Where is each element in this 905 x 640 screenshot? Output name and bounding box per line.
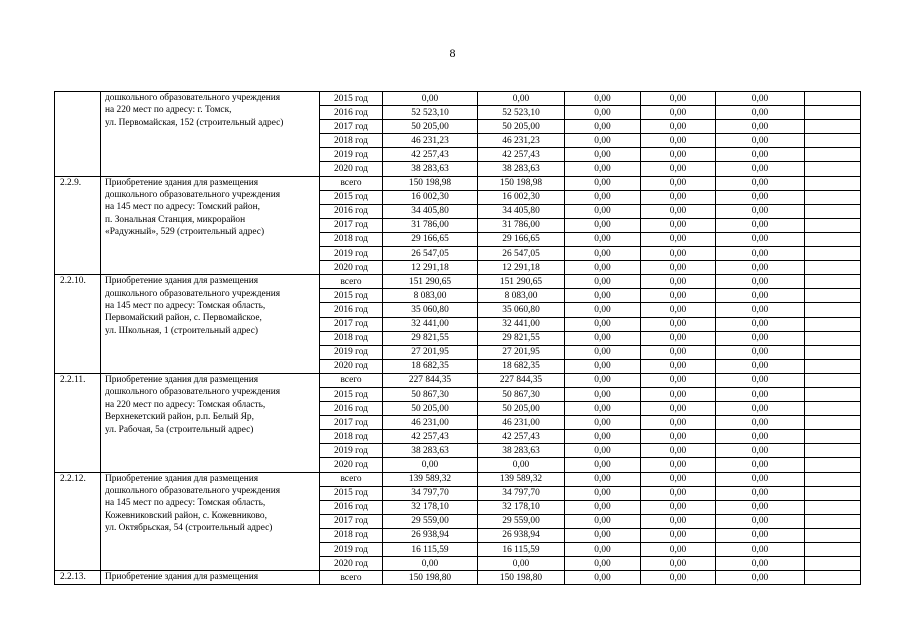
empty-cell [805, 218, 861, 232]
value-v2: 0,00 [565, 120, 641, 134]
period-cell: всего [320, 571, 383, 585]
value-v4: 0,00 [716, 261, 805, 275]
value-v2: 0,00 [565, 190, 641, 204]
value-v4: 0,00 [716, 247, 805, 261]
value-v2: 0,00 [565, 204, 641, 218]
period-cell: 2020 год [320, 162, 383, 176]
period-cell: 2020 год [320, 458, 383, 472]
item-name [101, 373, 320, 472]
empty-cell [805, 458, 861, 472]
empty-cell [805, 204, 861, 218]
empty-cell [805, 275, 861, 289]
table-row [55, 275, 861, 289]
value-v2: 0,00 [565, 444, 641, 458]
value-v3: 0,00 [641, 402, 716, 416]
value-total: 26 547,05 [383, 247, 478, 261]
value-v4: 0,00 [716, 106, 805, 120]
value-v4: 0,00 [716, 204, 805, 218]
period-cell: 2016 год [320, 303, 383, 317]
value-v4: 0,00 [716, 303, 805, 317]
value-total: 42 257,43 [383, 430, 478, 444]
value-v4: 0,00 [716, 500, 805, 514]
value-v4: 0,00 [716, 458, 805, 472]
value-v1: 32 441,00 [478, 317, 565, 331]
empty-cell [805, 373, 861, 387]
period-cell: всего [320, 472, 383, 486]
value-v3: 0,00 [641, 331, 716, 345]
value-v4: 0,00 [716, 557, 805, 571]
value-total: 38 283,63 [383, 444, 478, 458]
period-cell: 2019 год [320, 444, 383, 458]
value-v4: 0,00 [716, 486, 805, 500]
value-v3: 0,00 [641, 430, 716, 444]
period-cell: 2015 год [320, 387, 383, 401]
empty-cell [805, 162, 861, 176]
value-total: 34 405,80 [383, 204, 478, 218]
value-v3: 0,00 [641, 359, 716, 373]
budget-table [54, 91, 861, 585]
value-v1: 35 060,80 [478, 303, 565, 317]
value-v2: 0,00 [565, 373, 641, 387]
value-total: 32 178,10 [383, 500, 478, 514]
value-v1: 27 201,95 [478, 345, 565, 359]
period-cell: 2020 год [320, 261, 383, 275]
value-v4: 0,00 [716, 528, 805, 542]
period-cell: 2017 год [320, 416, 383, 430]
value-v1: 0,00 [478, 458, 565, 472]
empty-cell [805, 500, 861, 514]
value-total: 52 523,10 [383, 106, 478, 120]
value-total: 50 205,00 [383, 120, 478, 134]
value-v1: 150 198,80 [478, 571, 565, 585]
value-total: 29 821,55 [383, 331, 478, 345]
value-v4: 0,00 [716, 402, 805, 416]
value-v1: 0,00 [478, 92, 565, 106]
empty-cell [805, 345, 861, 359]
period-cell: 2018 год [320, 134, 383, 148]
value-v1: 0,00 [478, 557, 565, 571]
value-v3: 0,00 [641, 176, 716, 190]
value-v4: 0,00 [716, 176, 805, 190]
value-v4: 0,00 [716, 218, 805, 232]
value-total: 139 589,32 [383, 472, 478, 486]
value-v1: 150 198,98 [478, 176, 565, 190]
value-total: 8 083,00 [383, 289, 478, 303]
value-total: 27 201,95 [383, 345, 478, 359]
value-total: 0,00 [383, 458, 478, 472]
period-cell: 2017 год [320, 120, 383, 134]
value-v2: 0,00 [565, 458, 641, 472]
item-name [101, 275, 320, 374]
value-v2: 0,00 [565, 275, 641, 289]
value-v2: 0,00 [565, 557, 641, 571]
value-v2: 0,00 [565, 472, 641, 486]
value-total: 29 166,65 [383, 232, 478, 246]
value-total: 32 441,00 [383, 317, 478, 331]
value-total: 50 867,30 [383, 387, 478, 401]
value-v1: 12 291,18 [478, 261, 565, 275]
value-v2: 0,00 [565, 261, 641, 275]
value-v3: 0,00 [641, 261, 716, 275]
value-v3: 0,00 [641, 543, 716, 557]
value-v3: 0,00 [641, 472, 716, 486]
value-v4: 0,00 [716, 190, 805, 204]
value-v3: 0,00 [641, 458, 716, 472]
period-cell: 2015 год [320, 289, 383, 303]
item-name-text: дошкольного образовательного учреждения на 220 мест по адресу: г. Томск, ул. Первомайская, 152 (строительный адрес) [105, 93, 284, 128]
period-cell: 2017 год [320, 317, 383, 331]
value-v4: 0,00 [716, 387, 805, 401]
value-v2: 0,00 [565, 543, 641, 557]
value-v3: 0,00 [641, 514, 716, 528]
value-total: 151 290,65 [383, 275, 478, 289]
value-v1: 16 115,59 [478, 543, 565, 557]
value-v4: 0,00 [716, 373, 805, 387]
value-total: 150 198,80 [383, 571, 478, 585]
value-v1: 46 231,23 [478, 134, 565, 148]
table-row [55, 571, 861, 585]
table-row [55, 373, 861, 387]
empty-cell [805, 543, 861, 557]
value-v2: 0,00 [565, 514, 641, 528]
period-cell: всего [320, 275, 383, 289]
value-v3: 0,00 [641, 289, 716, 303]
empty-cell [805, 416, 861, 430]
item-number [55, 92, 101, 177]
item-name [101, 92, 320, 177]
value-v2: 0,00 [565, 289, 641, 303]
value-total: 12 291,18 [383, 261, 478, 275]
empty-cell [805, 387, 861, 401]
period-cell: 2018 год [320, 232, 383, 246]
value-v2: 0,00 [565, 317, 641, 331]
value-v3: 0,00 [641, 317, 716, 331]
empty-cell [805, 92, 861, 106]
value-v4: 0,00 [716, 232, 805, 246]
value-v3: 0,00 [641, 345, 716, 359]
value-v3: 0,00 [641, 204, 716, 218]
value-v3: 0,00 [641, 106, 716, 120]
value-v1: 50 205,00 [478, 402, 565, 416]
value-v3: 0,00 [641, 444, 716, 458]
value-v3: 0,00 [641, 571, 716, 585]
item-name [101, 571, 320, 585]
value-total: 227 844,35 [383, 373, 478, 387]
item-number: 2.2.9. [55, 176, 101, 275]
item-number: 2.2.10. [55, 275, 101, 374]
value-v1: 38 283,63 [478, 444, 565, 458]
value-v2: 0,00 [565, 359, 641, 373]
period-cell: 2016 год [320, 402, 383, 416]
empty-cell [805, 317, 861, 331]
value-v1: 52 523,10 [478, 106, 565, 120]
empty-cell [805, 444, 861, 458]
item-name [101, 472, 320, 571]
value-v3: 0,00 [641, 232, 716, 246]
value-v1: 32 178,10 [478, 500, 565, 514]
empty-cell [805, 359, 861, 373]
value-v1: 31 786,00 [478, 218, 565, 232]
empty-cell [805, 106, 861, 120]
period-cell: 2018 год [320, 430, 383, 444]
value-v3: 0,00 [641, 120, 716, 134]
value-total: 50 205,00 [383, 402, 478, 416]
empty-cell [805, 528, 861, 542]
value-v3: 0,00 [641, 134, 716, 148]
value-v4: 0,00 [716, 345, 805, 359]
period-cell: всего [320, 373, 383, 387]
value-v3: 0,00 [641, 500, 716, 514]
period-cell: 2020 год [320, 557, 383, 571]
value-v1: 8 083,00 [478, 289, 565, 303]
value-v2: 0,00 [565, 387, 641, 401]
value-v3: 0,00 [641, 373, 716, 387]
item-number: 2.2.12. [55, 472, 101, 571]
value-v1: 151 290,65 [478, 275, 565, 289]
empty-cell [805, 514, 861, 528]
value-v3: 0,00 [641, 148, 716, 162]
period-cell: 2018 год [320, 528, 383, 542]
item-number: 2.2.11. [55, 373, 101, 472]
empty-cell [805, 486, 861, 500]
value-v1: 227 844,35 [478, 373, 565, 387]
value-v1: 42 257,43 [478, 148, 565, 162]
value-total: 0,00 [383, 92, 478, 106]
value-v1: 34 405,80 [478, 204, 565, 218]
item-name [101, 176, 320, 275]
value-v2: 0,00 [565, 247, 641, 261]
value-v1: 26 938,94 [478, 528, 565, 542]
value-v3: 0,00 [641, 387, 716, 401]
table-row [55, 472, 861, 486]
value-total: 34 797,70 [383, 486, 478, 500]
value-total: 31 786,00 [383, 218, 478, 232]
value-v1: 29 559,00 [478, 514, 565, 528]
value-v1: 139 589,32 [478, 472, 565, 486]
value-v4: 0,00 [716, 416, 805, 430]
value-v2: 0,00 [565, 148, 641, 162]
page-number: 8 [449, 46, 456, 60]
period-cell: 2019 год [320, 247, 383, 261]
period-cell: 2020 год [320, 359, 383, 373]
value-v3: 0,00 [641, 190, 716, 204]
value-v2: 0,00 [565, 176, 641, 190]
value-v1: 34 797,70 [478, 486, 565, 500]
value-total: 38 283,63 [383, 162, 478, 176]
period-cell: 2015 год [320, 190, 383, 204]
value-v1: 50 205,00 [478, 120, 565, 134]
value-v3: 0,00 [641, 486, 716, 500]
value-v4: 0,00 [716, 543, 805, 557]
empty-cell [805, 247, 861, 261]
empty-cell [805, 232, 861, 246]
empty-cell [805, 134, 861, 148]
value-v2: 0,00 [565, 92, 641, 106]
value-total: 16 115,59 [383, 543, 478, 557]
value-v2: 0,00 [565, 303, 641, 317]
value-v3: 0,00 [641, 162, 716, 176]
empty-cell [805, 289, 861, 303]
value-total: 46 231,00 [383, 416, 478, 430]
empty-cell [805, 303, 861, 317]
value-v3: 0,00 [641, 528, 716, 542]
value-total: 42 257,43 [383, 148, 478, 162]
value-total: 150 198,98 [383, 176, 478, 190]
value-v2: 0,00 [565, 486, 641, 500]
value-v1: 50 867,30 [478, 387, 565, 401]
value-v4: 0,00 [716, 472, 805, 486]
empty-cell [805, 331, 861, 345]
value-v4: 0,00 [716, 430, 805, 444]
period-cell: 2015 год [320, 486, 383, 500]
empty-cell [805, 430, 861, 444]
empty-cell [805, 176, 861, 190]
value-v1: 46 231,00 [478, 416, 565, 430]
value-v2: 0,00 [565, 162, 641, 176]
value-v2: 0,00 [565, 106, 641, 120]
value-v1: 16 002,30 [478, 190, 565, 204]
value-v1: 38 283,63 [478, 162, 565, 176]
value-total: 35 060,80 [383, 303, 478, 317]
value-v2: 0,00 [565, 345, 641, 359]
value-v1: 29 821,55 [478, 331, 565, 345]
period-cell: 2016 год [320, 204, 383, 218]
item-number: 2.2.13. [55, 571, 101, 585]
empty-cell [805, 557, 861, 571]
value-total: 29 559,00 [383, 514, 478, 528]
item-name-text: Приобретение здания для размещения дошкольного образовательного учреждения на 145 мест по адресу: Томская область, Кожевниковский район, с. Кожевниково, ул. Октябрьская, 54 (строительный адрес) [105, 473, 281, 534]
value-v2: 0,00 [565, 218, 641, 232]
period-cell: 2019 год [320, 148, 383, 162]
item-name-text: Приобретение здания для размещения дошкольного образовательного учреждения на 145 мест по адресу: Томский район, п. Зональная Станция, микрорайон «Радужный», 529 (строительный адрес) [105, 177, 281, 238]
period-cell: 2017 год [320, 218, 383, 232]
value-v4: 0,00 [716, 289, 805, 303]
value-v4: 0,00 [716, 92, 805, 106]
value-v3: 0,00 [641, 218, 716, 232]
value-v4: 0,00 [716, 134, 805, 148]
value-v4: 0,00 [716, 444, 805, 458]
value-v3: 0,00 [641, 92, 716, 106]
value-v4: 0,00 [716, 571, 805, 585]
value-v1: 42 257,43 [478, 430, 565, 444]
period-cell: 2016 год [320, 500, 383, 514]
value-v4: 0,00 [716, 275, 805, 289]
value-v2: 0,00 [565, 402, 641, 416]
empty-cell [805, 190, 861, 204]
value-v2: 0,00 [565, 500, 641, 514]
value-v2: 0,00 [565, 571, 641, 585]
value-v2: 0,00 [565, 416, 641, 430]
empty-cell [805, 402, 861, 416]
value-v4: 0,00 [716, 331, 805, 345]
value-v4: 0,00 [716, 148, 805, 162]
value-v1: 29 166,65 [478, 232, 565, 246]
value-total: 46 231,23 [383, 134, 478, 148]
empty-cell [805, 120, 861, 134]
value-total: 0,00 [383, 557, 478, 571]
value-v2: 0,00 [565, 430, 641, 444]
value-v4: 0,00 [716, 120, 805, 134]
empty-cell [805, 148, 861, 162]
value-total: 26 938,94 [383, 528, 478, 542]
empty-cell [805, 261, 861, 275]
value-v3: 0,00 [641, 557, 716, 571]
value-v2: 0,00 [565, 331, 641, 345]
value-v2: 0,00 [565, 528, 641, 542]
table-row [55, 176, 861, 190]
empty-cell [805, 472, 861, 486]
period-cell: 2018 год [320, 331, 383, 345]
value-v4: 0,00 [716, 162, 805, 176]
value-v3: 0,00 [641, 275, 716, 289]
period-cell: 2019 год [320, 543, 383, 557]
period-cell: 2015 год [320, 92, 383, 106]
table-row [55, 92, 861, 106]
value-v3: 0,00 [641, 303, 716, 317]
value-v4: 0,00 [716, 359, 805, 373]
item-name-text: Приобретение здания для размещения [105, 572, 259, 583]
value-total: 16 002,30 [383, 190, 478, 204]
value-v3: 0,00 [641, 247, 716, 261]
value-v1: 18 682,35 [478, 359, 565, 373]
empty-cell [805, 571, 861, 585]
period-cell: 2019 год [320, 345, 383, 359]
value-v4: 0,00 [716, 514, 805, 528]
value-v1: 26 547,05 [478, 247, 565, 261]
value-v2: 0,00 [565, 134, 641, 148]
period-cell: всего [320, 176, 383, 190]
value-v4: 0,00 [716, 317, 805, 331]
period-cell: 2017 год [320, 514, 383, 528]
value-v3: 0,00 [641, 416, 716, 430]
value-v2: 0,00 [565, 232, 641, 246]
item-name-text: Приобретение здания для размещения дошкольного образовательного учреждения на 145 мест по адресу: Томская область, Первомайский район, с. Первомайское, ул. Школьная, 1 (строительный адрес) [105, 276, 281, 336]
item-name-text: Приобретение здания для размещения дошкольного образовательного учреждения на 220 мест по адресу: Томская область, Верхнекетский район, р.п. Белый Яр, ул. Рабочая, 5а (строительный адрес) [105, 374, 281, 435]
period-cell: 2016 год [320, 106, 383, 120]
value-total: 18 682,35 [383, 359, 478, 373]
